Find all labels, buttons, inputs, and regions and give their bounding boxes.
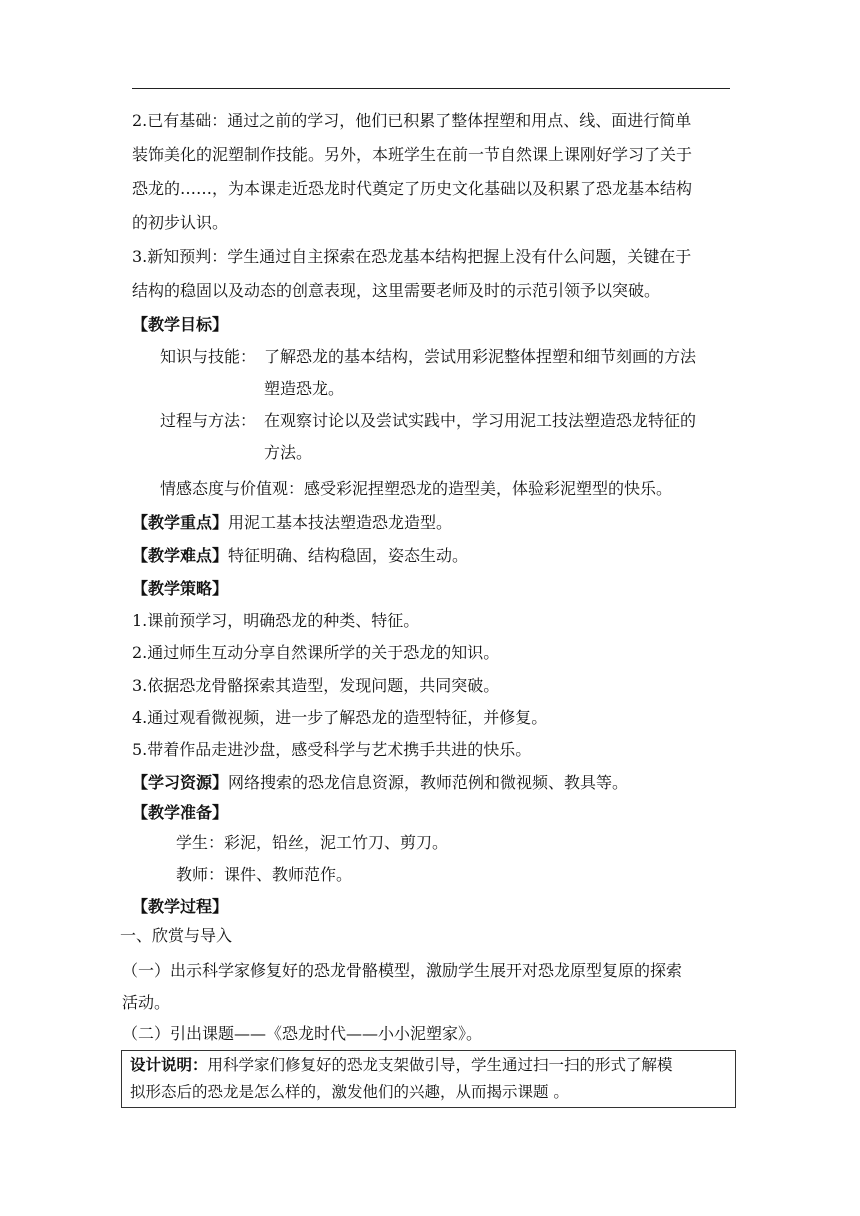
goals-heading: 【教学目标】 (132, 315, 229, 334)
design-note-box (121, 1050, 736, 1108)
strategy-item: 5.带着作品走进沙盘，感受科学与艺术携手共进的快乐。 (132, 740, 532, 759)
process-item-2: （二）引出课题——《恐龙时代——小小泥塑家》。 (122, 1024, 483, 1043)
process-label: 过程与方法： (160, 411, 257, 430)
strategy-item: 1.课前预学习，明确恐龙的种类、特征。 (132, 611, 420, 630)
preparation-teacher: 教师：课件、教师范作。 (176, 865, 353, 884)
focus-heading: 【教学重点】 (132, 513, 229, 532)
design-note-line-2: 拟形态后的恐龙是怎么样的，激发他们的兴趣，从而揭示课题 。 (130, 1083, 569, 1101)
knowledge-line-2: 塑造恐龙。 (264, 379, 345, 398)
difficulty-text: 特征明确、结构稳固，姿态生动。 (228, 546, 469, 565)
difficulty-heading: 【教学难点】 (132, 546, 229, 565)
process-item-1-line-1: （一）出示科学家修复好的恐龙骨骼模型，激励学生展开对恐龙原型复原的探索 (122, 961, 683, 980)
preparation-heading: 【教学准备】 (132, 803, 229, 822)
strategy-item: 2.通过师生互动分享自然课所学的关于恐龙的知识。 (132, 643, 500, 662)
resources-heading: 【学习资源】 (132, 773, 229, 792)
focus-row (132, 508, 732, 537)
process-line-2: 方法。 (264, 443, 313, 462)
resources-text: 网络搜索的恐龙信息资源，教师范例和微视频、教具等。 (228, 773, 629, 792)
prediction-line-2: 结构的稳固以及动态的创意表现，这里需要老师及时的示范引领予以突破。 (132, 281, 661, 300)
preparation-student: 学生：彩泥，铅丝，泥工竹刀、剪刀。 (176, 833, 449, 852)
process-line-1: 在观察讨论以及尝试实践中，学习用泥工技法塑造恐龙特征的 (264, 411, 697, 430)
design-note-line-1 (130, 1051, 730, 1080)
emotion-goal: 情感态度与价值观：感受彩泥捏塑恐龙的造型美，体验彩泥塑型的快乐。 (160, 479, 673, 498)
basis-line-1: 2.已有基础：通过之前的学习，他们已积累了整体捏塑和用点、线、面进行简单 (132, 111, 692, 130)
process-item-1-line-2: 活动。 (122, 993, 171, 1012)
knowledge-line-1: 了解恐龙的基本结构，尝试用彩泥整体捏塑和细节刻画的方法 (264, 347, 697, 366)
process-heading: 【教学过程】 (132, 897, 229, 916)
header-rule (132, 88, 730, 89)
strategy-heading: 【教学策略】 (132, 579, 229, 598)
difficulty-row (132, 541, 732, 570)
process-section-1: 一、欣赏与导入 (120, 926, 233, 945)
design-note-label: 设计说明： (130, 1056, 208, 1074)
basis-line-3: 恐龙的……，为本课走近恐龙时代奠定了历史文化基础以及积累了恐龙基本结构 (132, 179, 693, 198)
strategy-item: 3.依据恐龙骨骼探索其造型，发现问题，共同突破。 (132, 676, 500, 695)
focus-text: 用泥工基本技法塑造恐龙造型。 (228, 513, 453, 532)
basis-line-4: 的初步认识。 (132, 213, 229, 232)
basis-line-2: 装饰美化的泥塑制作技能。另外，本班学生在前一节自然课上课刚好学习了关于 (132, 145, 693, 164)
resources-row (132, 768, 732, 797)
strategy-item: 4.通过观看微视频，进一步了解恐龙的造型特征，并修复。 (132, 708, 548, 727)
knowledge-label: 知识与技能： (160, 347, 257, 366)
design-note-text-1: 用科学家们修复好的恐龙支架做引导，学生通过扫一扫的形式了解模 (207, 1056, 673, 1074)
prediction-line-1: 3.新知预判：学生通过自主探索在恐龙基本结构把握上没有什么问题，关键在于 (132, 247, 692, 266)
